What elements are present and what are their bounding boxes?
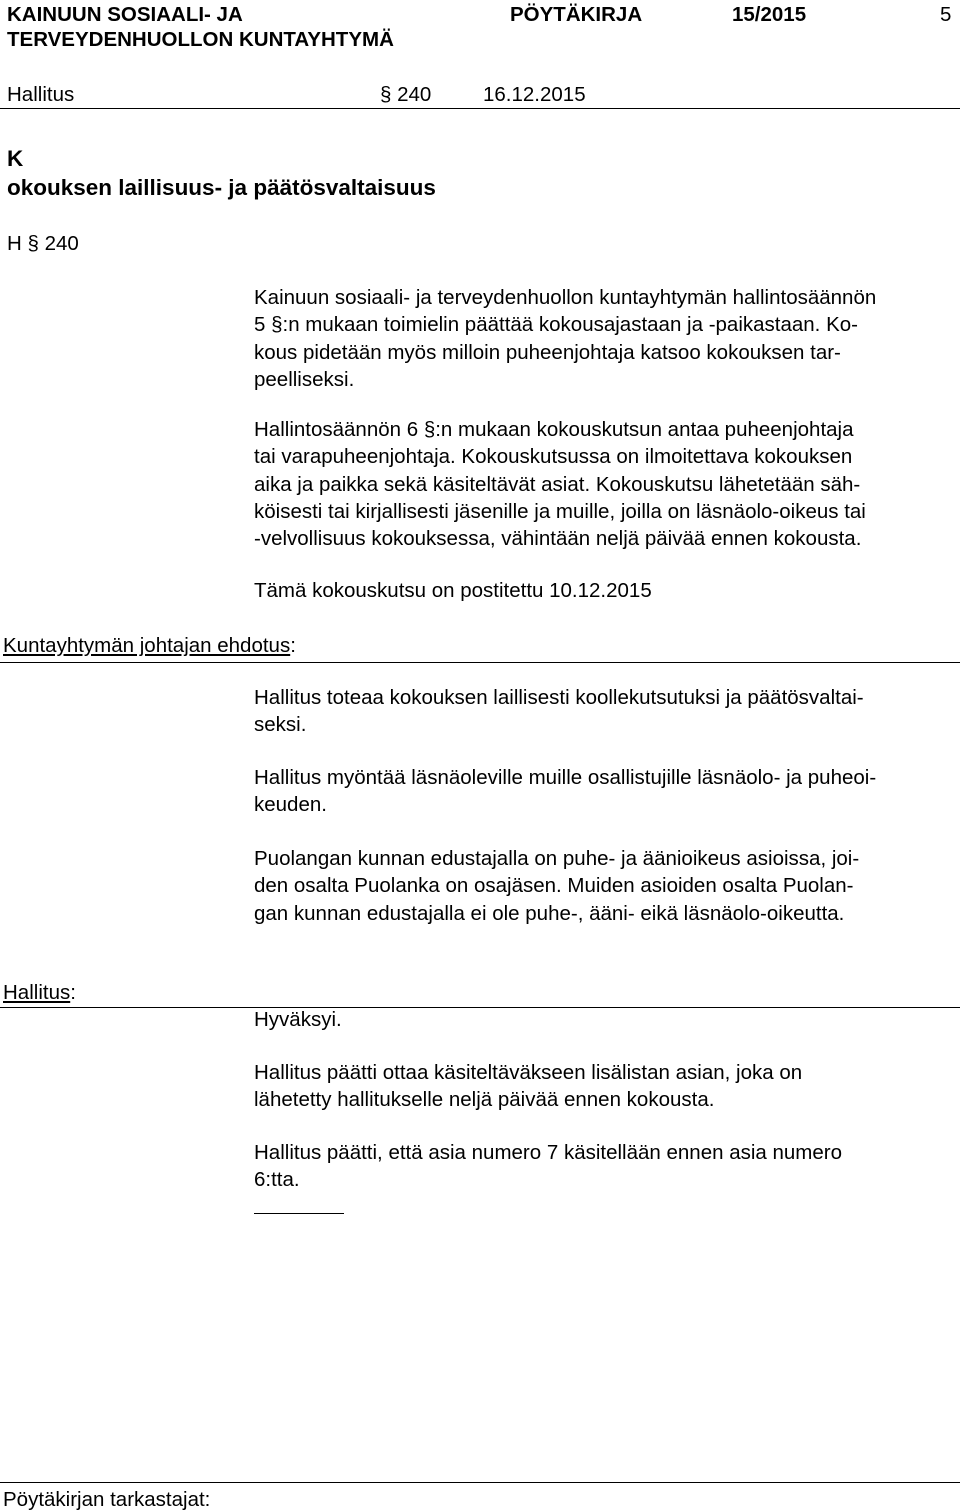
organization-name-line1: KAINUUN SOSIAALI- JA	[7, 3, 243, 26]
text-line: Tämä kokouskutsu on postitettu 10.12.2015	[254, 579, 652, 602]
proposal-divider	[0, 662, 960, 663]
text-line: kous pidetään myös milloin puheenjohtaja katsoo kokouksen tar-	[254, 340, 841, 364]
intro-paragraph-3	[254, 577, 954, 604]
text-line: 5 §:n mukaan toimielin päättää kokousajastaan ja -paikastaan. Ko-	[254, 313, 858, 337]
page-number: 5	[940, 3, 952, 26]
proposal-label	[3, 633, 296, 658]
footer-divider	[0, 1482, 960, 1483]
text-line: Hallitus myöntää läsnäoleville muille osallistujille läsnäolo- ja puheoi-	[254, 766, 877, 789]
decision-paragraph-2	[254, 1059, 954, 1114]
text-line: keuden.	[254, 793, 327, 817]
section-id: H § 240	[7, 232, 79, 255]
header-divider	[0, 108, 960, 109]
item-title	[7, 144, 436, 202]
text-line: 6:tta.	[254, 1168, 300, 1192]
text-line: gan kunnan edustajalla ei ole puhe-, ääni- eikä läsnäolo-oikeutta.	[254, 901, 845, 925]
text-line: Hallitus päätti, että asia numero 7 käsitellään ennen asia numero	[254, 1141, 843, 1164]
text-line: Puolangan kunnan edustajalla on puhe- ja äänioikeus asioissa, joi-	[254, 847, 860, 870]
decision-label	[3, 980, 76, 1005]
item-title-line2: okouksen laillisuus- ja päätösvaltaisuus	[7, 175, 436, 200]
text-line: Hyväksyi.	[254, 1008, 342, 1031]
footer-label: Pöytäkirjan tarkastajat:	[3, 1488, 211, 1511]
text-line: peelliseksi.	[254, 367, 355, 391]
text-line: Hallintosäännön 6 §:n mukaan kokouskutsun antaa puheenjohtaja	[254, 418, 854, 441]
proposal-paragraph-3	[254, 845, 954, 927]
decision-label-text: Hallitus	[3, 981, 71, 1004]
text-line: köisesti tai kirjallisesti jäsenille ja muille, joilla on läsnäolo-oikeus tai	[254, 499, 866, 523]
decision-paragraph-1	[254, 1006, 954, 1033]
decision-paragraph-3	[254, 1139, 954, 1194]
proposal-label-colon: :	[290, 634, 296, 657]
organization-name-line2: TERVEYDENHUOLLON KUNTAYHTYMÄ	[7, 28, 394, 51]
text-line: Hallitus päätti ottaa käsiteltäväkseen lisälistan asian, joka on	[254, 1061, 803, 1084]
meeting-body: Hallitus	[7, 83, 75, 106]
intro-paragraph-1	[254, 284, 954, 393]
document-number: 15/2015	[732, 3, 807, 26]
text-line: Hallitus toteaa kokouksen laillisesti koollekutsutuksi ja päätösvaltai-	[254, 686, 864, 709]
proposal-paragraph-2	[254, 764, 954, 819]
text-line: aika ja paikka sekä käsiteltävät asiat. Kokouskutsu lähetetään säh-	[254, 472, 861, 496]
document-type: PÖYTÄKIRJA	[510, 3, 643, 26]
intro-paragraph-2	[254, 416, 954, 552]
text-line: -velvollisuus kokouksessa, vähintään neljä päivää ennen kokousta.	[254, 527, 862, 551]
organization-name	[7, 2, 394, 52]
text-line: den osalta Puolanka on osajäsen. Muiden asioiden osalta Puolan-	[254, 874, 854, 898]
text-line: lähetetty hallitukselle neljä päivää ennen kokousta.	[254, 1088, 715, 1112]
proposal-label-text: Kuntayhtymän johtajan ehdotus	[3, 634, 291, 657]
text-line: Kainuun sosiaali- ja terveydenhuollon kuntayhtymän hallintosäännön	[254, 286, 877, 309]
proposal-paragraph-1	[254, 684, 954, 739]
section-number: § 240	[380, 83, 432, 106]
signature-line	[254, 1213, 344, 1214]
text-line: tai varapuheenjohtaja. Kokouskutsussa on ilmoitettava kokouksen	[254, 445, 853, 469]
meeting-date: 16.12.2015	[483, 83, 586, 106]
decision-label-colon: :	[70, 981, 76, 1004]
item-title-line1: K	[7, 146, 24, 171]
text-line: seksi.	[254, 713, 307, 737]
